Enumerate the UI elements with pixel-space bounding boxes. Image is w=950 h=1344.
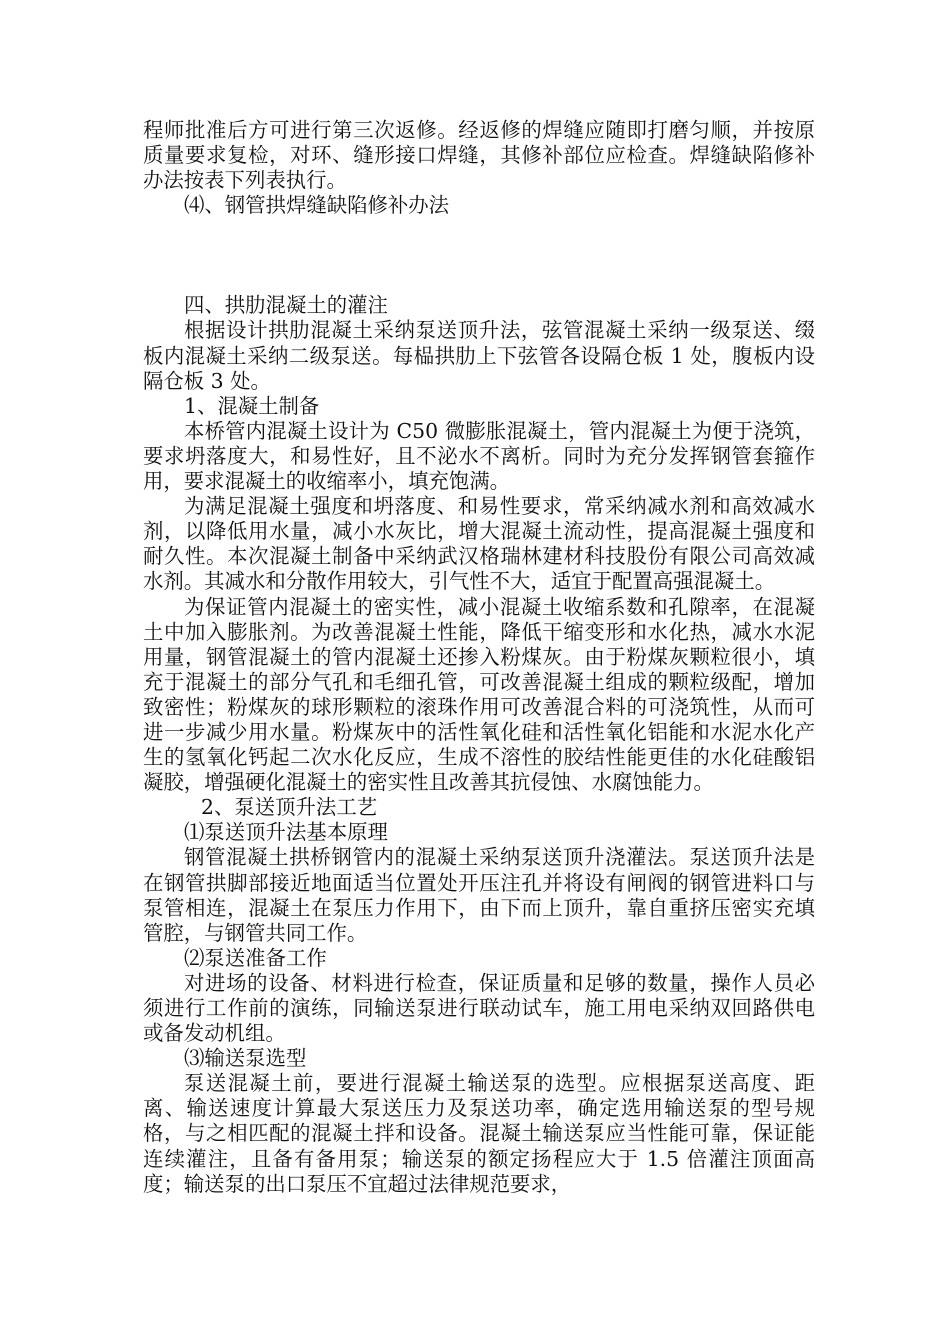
paragraph-water-reducer: 为满足混凝土强度和坍落度、和易性要求，常采纳减水剂和高效减水剂，以降低用水量，减小水灰比，增大混凝土流动性，提高混凝土强度和耐久性。本次混凝土制备中采纳武汉格瑞林建材科技股份有限公司高效减水剂。其减水和分散作用较大，引气性不大，适宜于配置高强混凝土。	[143, 494, 815, 594]
paragraph-pump-selection: 泵送混凝土前，要进行混凝土输送泵的选型。应根据泵送高度、距离、输送速度计算最大泵送压力及泵送功率，确定选用输送泵的型号规格，与之相匹配的混凝土拌和设备。混凝土输送泵应当性能可靠，保证能连续灌注，且备有备用泵；输送泵的额定扬程应大于 1.5 倍灌注顶面高度；输送泵的出口泵压不宜超过法律规范要求，	[143, 1071, 815, 1196]
subheading-pump-selection: ⑶输送泵选型	[184, 1046, 307, 1071]
subheading-concrete-preparation: 1、混凝土制备	[184, 393, 320, 418]
document-body	[143, 118, 815, 1197]
blank-space	[143, 218, 815, 293]
paragraph-c50-concrete: 本桥管内混凝土设计为 C50 微膨胀混凝土，管内混凝土为便于浇筑，要求坍落度大，和易性好，且不泌水不离析。同时为充分发挥钢管套箍作用，要求混凝土的收缩率小，填充饱满。	[143, 418, 815, 494]
paragraph-fly-ash: 为保证管内混凝土的密实性，减小混凝土收缩系数和孔隙率，在混凝土中加入膨胀剂。为改善混凝土性能，降低干缩变形和水化热，减水水泥用量，钢管混凝土的管内混凝土还掺入粉煤灰。由于粉煤灰颗粒很小，填充于混凝土的部分气孔和毛细孔管，可改善混凝土组成的颗粒级配，增加致密性；粉煤灰的球形颗粒的滚珠作用可改善混合料的可浇筑性，从而可进一步减少用水量。粉煤灰中的活性氧化硅和活性氧化铝能和水泥水化产生的氢氧化钙起二次水化反应，生成不溶性的胶结性能更佳的水化硅酸铝凝胶，增强硬化混凝土的密实性且改善其抗侵蚀、水腐蚀能力。	[143, 594, 815, 795]
paragraph-pumping-method: 根据设计拱肋混凝土采纳泵送顶升法，弦管混凝土采纳一级泵送、缀板内混凝土采纳二级泵送。每榀拱肋上下弦管各设隔仓板 1 处，腹板内设隔仓板 3 处。	[143, 318, 815, 393]
section-heading-concrete-pouring: 四、拱肋混凝土的灌注	[184, 293, 388, 318]
subheading-preparation-work: ⑵泵送准备工作	[184, 945, 327, 970]
subheading-weld-repair: ⑷、钢管拱焊缝缺陷修补办法	[184, 193, 450, 218]
subheading-pumping-process: 2、泵送顶升法工艺	[201, 795, 378, 820]
paragraph-basic-principle: 钢管混凝土拱桥钢管内的混凝土采纳泵送顶升浇灌法。泵送顶升法是在钢管拱脚部接近地面适当位置处开压注孔并将设有闸阀的钢管进料口与泵管相连，混凝土在泵压力作用下，由下而上顶升，靠自重挤压密实充填管腔，与钢管共同工作。	[143, 845, 815, 945]
paragraph-preparation-work: 对进场的设备、材料进行检查，保证质量和足够的数量，操作人员必须进行工作前的演练，同输送泵进行联动试车，施工用电采纳双回路供电或备发动机组。	[143, 970, 815, 1046]
paragraph-continuation: 程师批准后方可进行第三次返修。经返修的焊缝应随即打磨匀顺，并按原质量要求复检，对环、缝形接口焊缝，其修补部位应检查。焊缝缺陷修补办法按表下列表执行。	[143, 118, 815, 193]
subheading-basic-principle: ⑴泵送顶升法基本原理	[184, 820, 388, 845]
